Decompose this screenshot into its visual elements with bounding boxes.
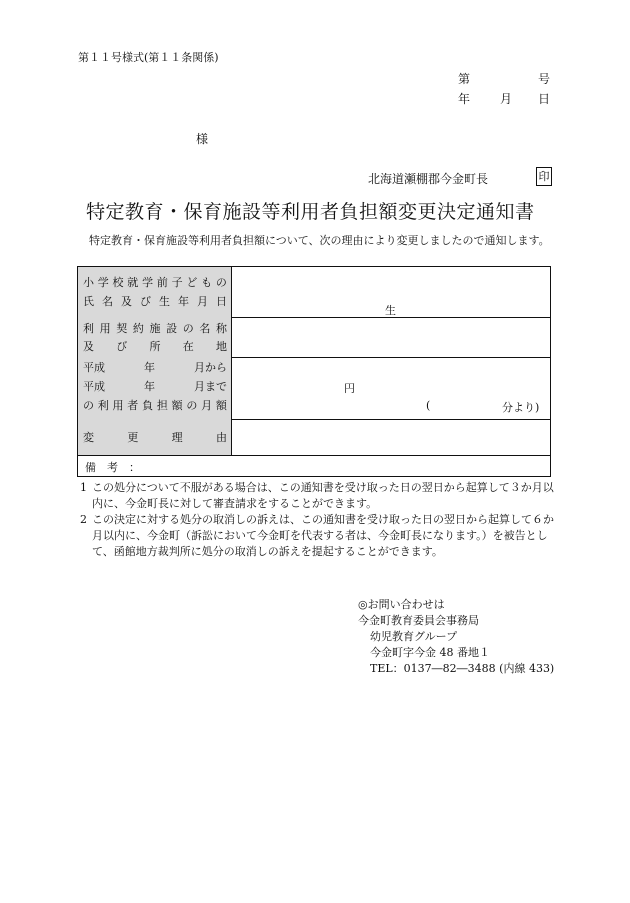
note-number: 1 [80, 481, 87, 494]
yen-unit: 円 [344, 382, 355, 395]
label-reason [78, 419, 232, 455]
date-month: 月 [500, 92, 513, 106]
note-number: 2 [80, 513, 87, 526]
label-line: の 利 用 者 負 担 額 の 月 額 [83, 399, 227, 412]
label-line: 平成 年 月から [83, 361, 227, 374]
number-prefix: 第 [458, 72, 471, 86]
remarks-label: 備 考 ： [85, 461, 140, 474]
table-row-fee [78, 357, 550, 420]
number-suffix: 号 [537, 72, 550, 86]
note-item [78, 480, 554, 512]
label-line: 氏 名 及 び 生 年 月 日 [83, 295, 227, 308]
document-title: 特定教育・保育施設等利用者負担額変更決定通知書 [86, 201, 535, 223]
note-item [78, 512, 554, 560]
contact-heading: ◎お問い合わせは [358, 598, 445, 611]
table-row-facility [78, 317, 550, 358]
label-line: 平成 年 月まで [83, 380, 227, 393]
table-row-remarks [78, 455, 550, 477]
value-facility[interactable] [232, 317, 550, 357]
value-fee[interactable] [232, 357, 550, 419]
table-row-child-info [78, 267, 550, 318]
contact-block [358, 597, 554, 677]
issuer-name: 北海道瀬棚郡今金町長 [368, 172, 489, 186]
label-fee [78, 357, 232, 419]
contact-office: 今金町教育委員会事務局 [358, 614, 479, 627]
contact-group: 幼児教育グループ [370, 630, 458, 643]
form-number: 第１１号様式(第１１条関係) [78, 51, 219, 64]
recipient-honorific: 様 [196, 132, 209, 146]
contact-address: 今金町字今金 48 番地１ [370, 646, 490, 659]
form-table [77, 266, 551, 477]
effective-from: 分より) [502, 401, 540, 414]
note-text: この決定に対する処分の取消しの訴えは、この通知書を受け取った日の翌日から起算して６か月以内に、今金町（訴訟において今金町を代表する者は、今金町長になります。）を被告として、函館地方裁判所に処分の取消しの訴えを提起することができます。 [92, 513, 554, 558]
value-child-info[interactable] [232, 267, 550, 317]
value-reason[interactable] [232, 419, 550, 455]
label-line: 変 更 理 由 [83, 431, 227, 444]
notes-section [78, 480, 554, 560]
label-line: 小 学 校 就 学 前 子 ど も の [83, 276, 227, 289]
label-child-info [78, 267, 232, 317]
date-year: 年 [458, 92, 471, 106]
seal-box: 印 [536, 167, 552, 186]
intro-text: 特定教育・保育施設等利用者負担額について、次の理由により変更しましたので通知します。 [89, 234, 550, 247]
table-row-reason [78, 419, 550, 456]
birth-mark: 生 [385, 304, 396, 317]
note-text: この処分について不服がある場合は、この通知書を受け取った日の翌日から起算して３か月以内に、今金町長に対して審査請求をすることができます。 [92, 481, 554, 510]
contact-tel: TEL：0137―82―3488 (内線 433) [370, 662, 555, 675]
label-line: 利 用 契 約 施 設 の 名 称 [83, 322, 227, 335]
label-facility [78, 317, 232, 357]
label-line: 及 び 所 在 地 [83, 340, 227, 353]
paren-open: ( [426, 399, 431, 412]
date-day: 日 [537, 92, 550, 106]
